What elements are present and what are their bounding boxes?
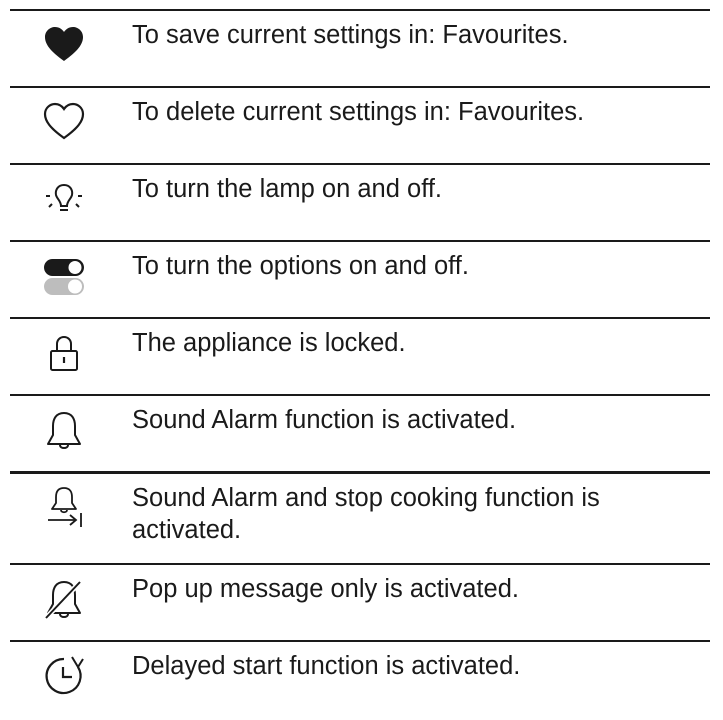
row-description: Pop up message only is activated. — [132, 575, 519, 603]
table-row-locked — [10, 317, 710, 394]
bell-icon — [42, 408, 86, 452]
row-description: To delete current settings in: Favourites. — [132, 98, 585, 126]
icon-cell — [10, 11, 120, 86]
table-row-delayed-start — [10, 640, 710, 720]
icon-cell — [10, 642, 120, 720]
bell-stop-arrow-icon — [42, 486, 86, 530]
icon-cell — [10, 165, 120, 240]
table-row-pop-up-message — [10, 563, 710, 640]
icon-description-table — [10, 0, 710, 720]
table-row-sound-alarm — [10, 394, 710, 471]
row-description: To turn the options on and off. — [132, 252, 469, 280]
lamp-bulb-icon — [42, 177, 86, 221]
table-row-options — [10, 240, 710, 317]
table-row-alarm-stop-cooking — [10, 471, 710, 563]
row-description: Delayed start function is activated. — [132, 652, 521, 680]
table-row-delete-favourites — [10, 86, 710, 163]
padlock-icon — [42, 331, 86, 375]
table-row-save-favourites — [10, 9, 710, 86]
icon-cell — [10, 319, 120, 394]
icon-cell — [10, 242, 120, 317]
row-description: Sound Alarm and stop cooking function is activated. — [132, 484, 600, 544]
row-description: To save current settings in: Favourites. — [132, 21, 569, 49]
row-description: Sound Alarm function is activated. — [132, 406, 517, 434]
icon-cell — [10, 474, 120, 563]
filled-heart-icon — [42, 23, 86, 67]
bell-crossed-icon — [42, 577, 86, 621]
toggle-switches-icon — [42, 254, 86, 298]
row-description: To turn the lamp on and off. — [132, 175, 442, 203]
outline-heart-icon — [42, 100, 86, 144]
icon-cell — [10, 565, 120, 640]
table-row-lamp — [10, 163, 710, 240]
icon-cell — [10, 396, 120, 471]
delayed-start-clock-icon — [42, 654, 86, 698]
row-description: The appliance is locked. — [132, 329, 406, 357]
icon-cell — [10, 88, 120, 163]
